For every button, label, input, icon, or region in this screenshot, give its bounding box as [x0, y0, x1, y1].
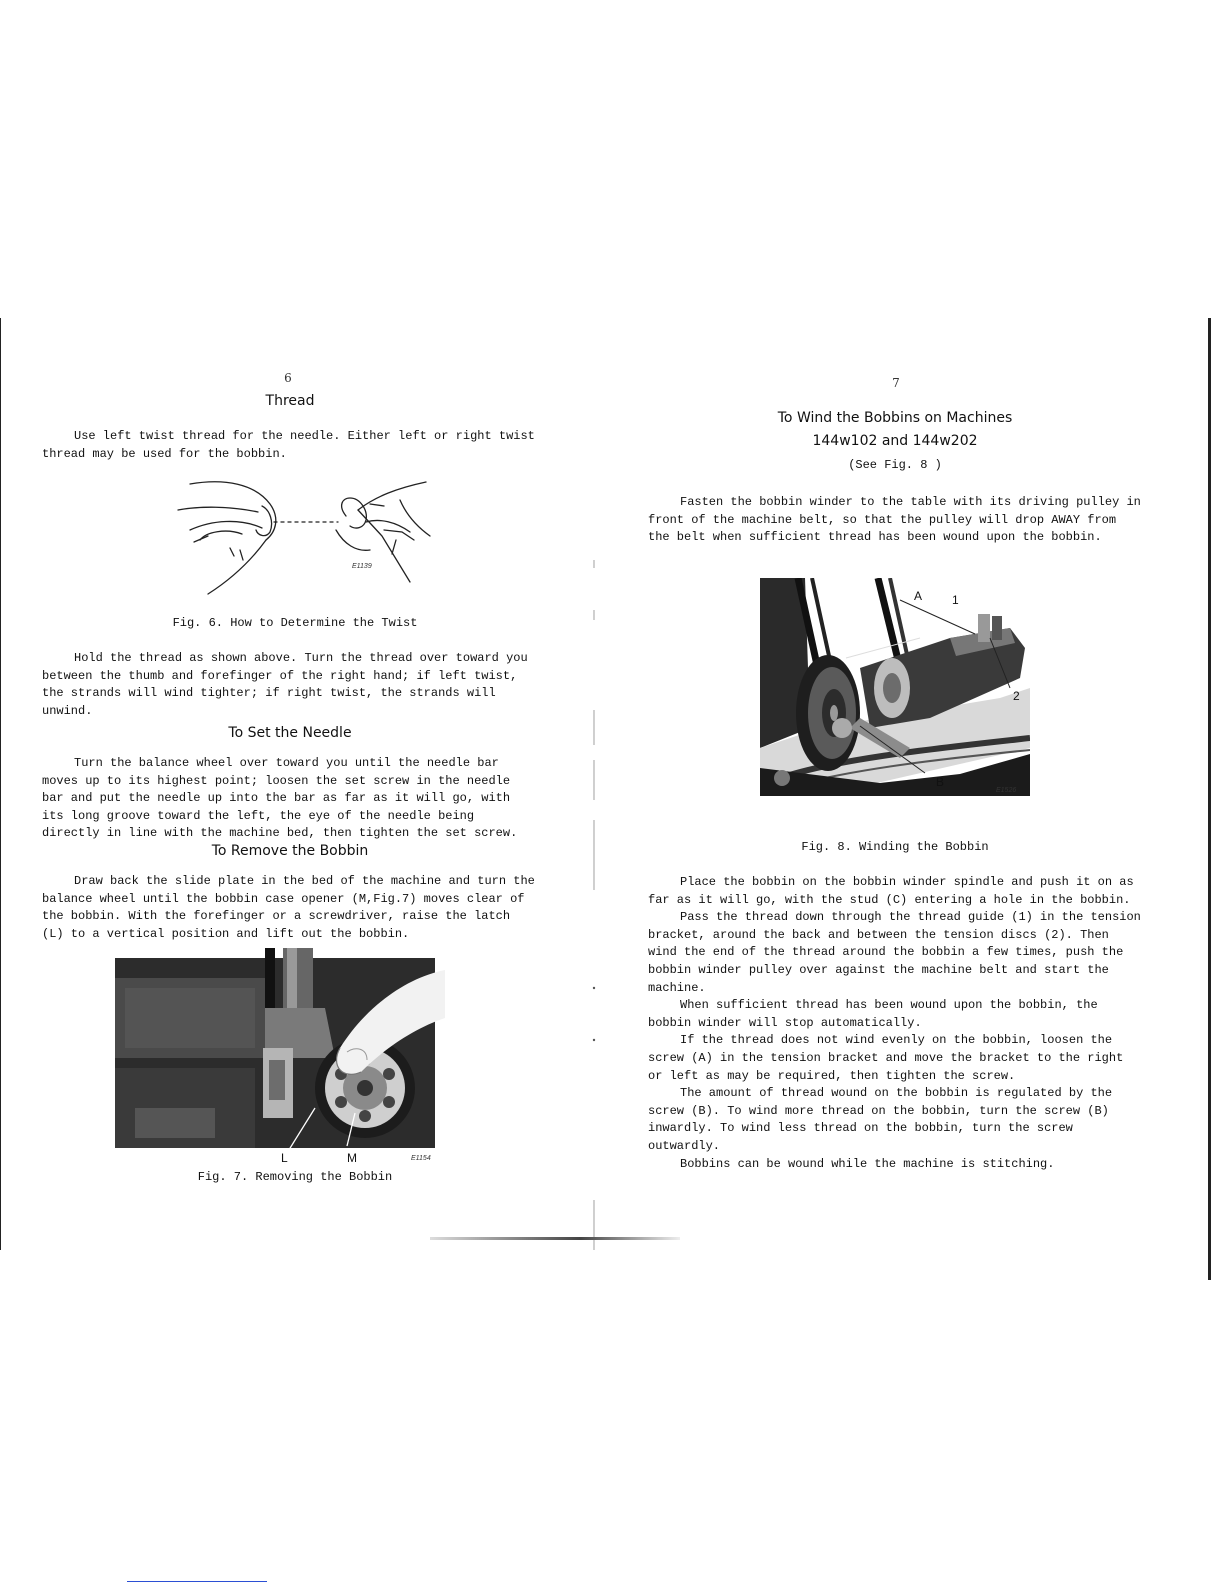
instructions-body	[648, 874, 1143, 1173]
machine-models-heading: 144w102 and 144w202	[812, 433, 978, 449]
right-page	[600, 0, 1225, 1585]
intro-paragraph: Fasten the bobbin winder to the table with its driving pulley in front of the machine belt, so that the pulley will drop AWAY from the belt when sufficient thread has been wound upon the bobbin.	[648, 495, 1141, 545]
fig7-label-m: M	[347, 1151, 357, 1165]
remove-bobbin-paragraph: Draw back the slide plate in the bed of the machine and turn the balance wheel until the bobbin case opener (M,Fig.7) moves clear of the bobbin. With the forefinger or a screwdriver, raise the latch (L) to a vertical position and lift out the bobbin.	[42, 874, 535, 941]
fig6-code: E1139	[352, 563, 372, 570]
thread-heading: Thread	[265, 393, 315, 409]
see-fig-note: (See Fig. 8 )	[848, 458, 942, 472]
page-number: 6	[284, 371, 292, 385]
set-needle-paragraph: Turn the balance wheel over toward you until the needle bar moves up to its highest point; loosen the set screw in the needle bar and put the needle up into the bar as far as it will go, with its long groove toward the left, the eye of the needle being directly in line with the machine bed, then tighten the set screw.	[42, 756, 518, 841]
paragraph-wind-while-stitching: Bobbins can be wound while the machine is stitching.	[680, 1156, 1055, 1171]
fig8-caption: Fig. 8. Winding the Bobbin	[801, 840, 989, 854]
fig8-label-a: A	[914, 589, 923, 603]
bottom-link-underline	[127, 1581, 267, 1582]
twist-paragraph: Hold the thread as shown above. Turn the thread over toward you between the thumb and forefinger of the right hand; if left twist, the strands will wind tighter; if right twist, the strands will unwind.	[42, 651, 528, 718]
fig8-code: E1526	[996, 787, 1017, 794]
fig8-label-c: C	[854, 635, 863, 649]
left-page	[0, 0, 600, 1585]
wind-bobbins-heading: To Wind the Bobbins on Machines	[777, 410, 1013, 426]
fig8-photo	[760, 578, 1030, 796]
fig6-illustration	[170, 470, 445, 600]
remove-bobbin-heading: To Remove the Bobbin	[211, 843, 369, 859]
paragraph-pass-thread: Pass the thread down through the thread guide (1) in the tension bracket, around the back and between the tension discs (2). Then wind the end of the thread around the bobbin a few times, push the bobbin winder pulley over against the machine belt and start the machine.	[648, 910, 1141, 995]
fig8-label-2: 2	[1013, 689, 1020, 703]
fig6-caption: Fig. 6. How to Determine the Twist	[172, 616, 418, 630]
fig7-code: E1154	[411, 1155, 431, 1162]
fig8-label-1: 1	[952, 593, 959, 607]
binding-spine	[592, 560, 600, 1260]
thread-paragraph: Use left twist thread for the needle. Either left or right twist thread may be used for the bobbin.	[42, 429, 535, 461]
fig7-caption: Fig. 7. Removing the Bobbin	[197, 1170, 393, 1184]
fig8-label-b: B	[936, 775, 945, 789]
paragraph-auto-stop: When sufficient thread has been wound upon the bobbin, the bobbin winder will stop automatically.	[648, 998, 1098, 1030]
fig7-photo	[115, 948, 445, 1166]
paragraph-uneven-winding: If the thread does not wind evenly on the bobbin, loosen the screw (A) in the tension bracket and move the bracket to the right or left as may be required, then tighten the screw.	[648, 1033, 1124, 1083]
fig7-label-l: L	[281, 1151, 288, 1165]
page-number: 7	[892, 376, 900, 390]
paragraph-thread-amount: The amount of thread wound on the bobbin is regulated by the screw (B). To wind more thread on the bobbin, turn the screw (B) inwardly. To wind less thread on the bobbin, turn the screw outwardly.	[648, 1086, 1113, 1153]
set-needle-heading: To Set the Needle	[228, 725, 352, 741]
paragraph-place-bobbin: Place the bobbin on the bobbin winder spindle and push it on as far as it will go, with the stud (C) entering a hole in the bobbin.	[648, 875, 1134, 907]
